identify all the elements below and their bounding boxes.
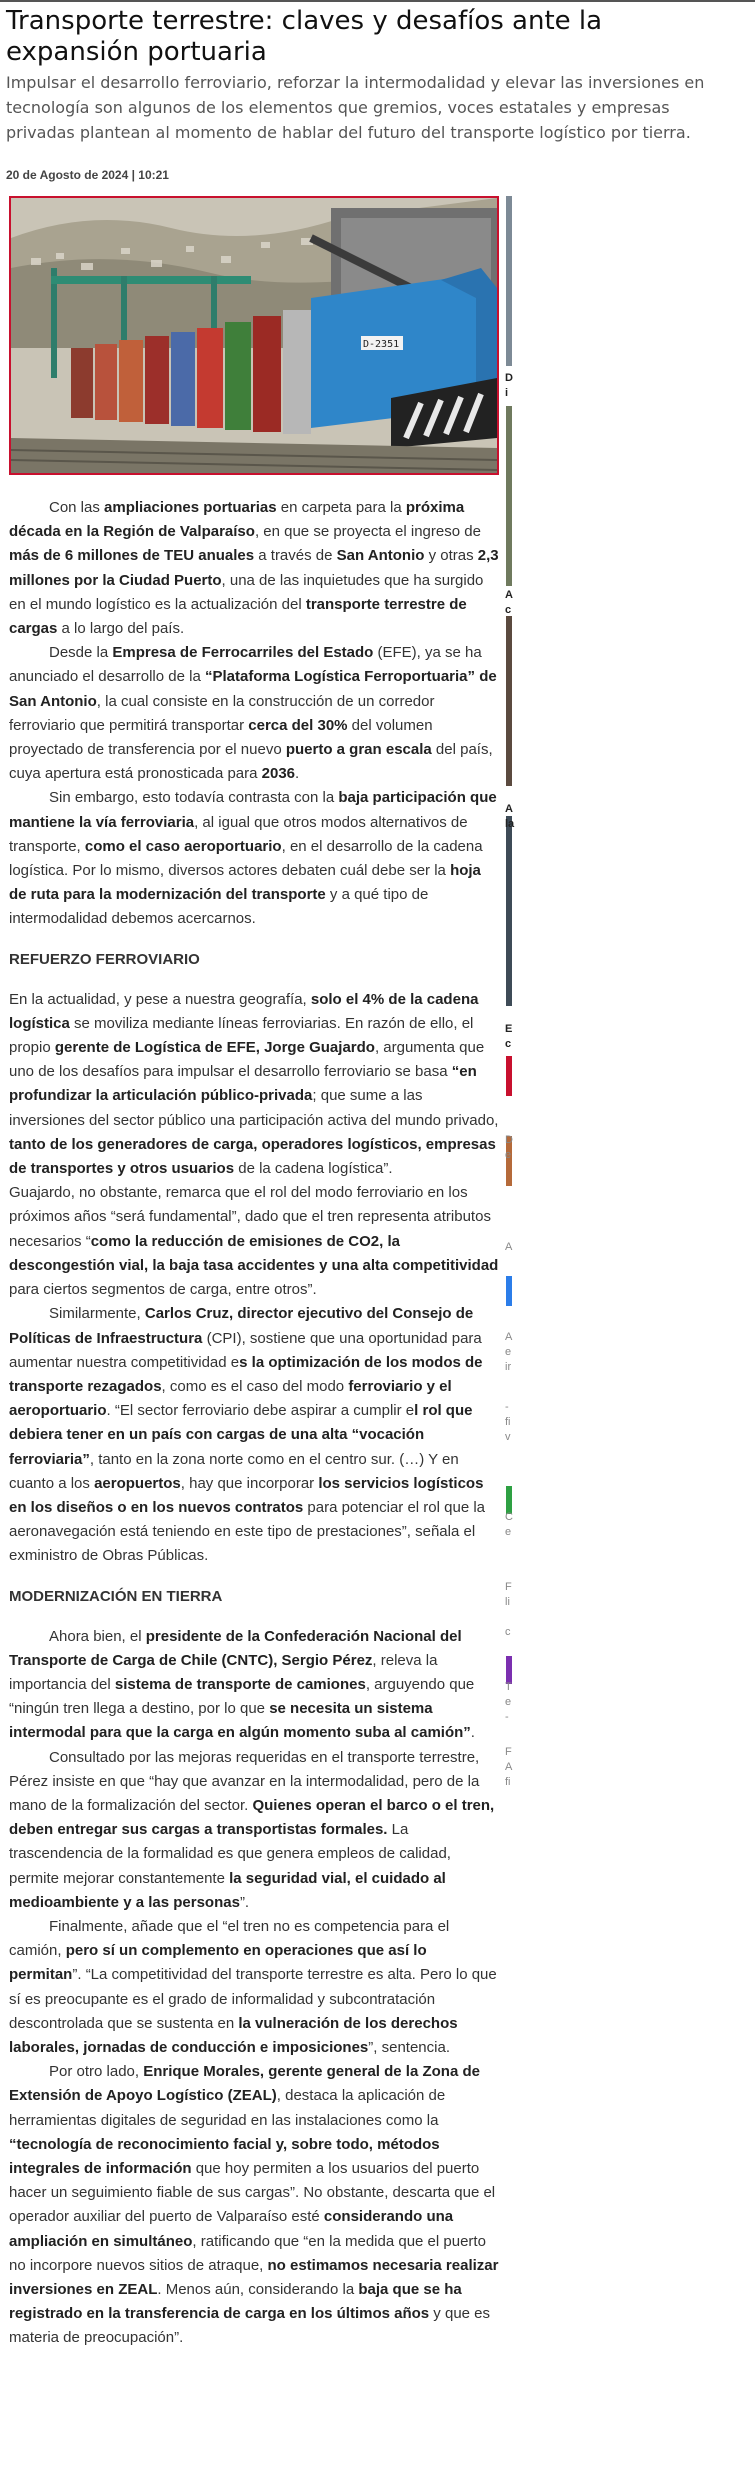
section-heading: REFUERZO FERROVIARIO <box>9 950 200 968</box>
paragraph: Guajardo, no obstante, remarca que el rol del modo ferroviario en los próximos años “será fundamental”, dado que el tren representa atributos necesarios “como la reducción de emisiones de CO2, la descongestión vial, la baja tasa accidentes y una alta competitividad para ciertos segmentos de carga, entre otros”. <box>9 1184 499 1299</box>
paragraph: Sin embargo, esto todavía contrasta con la baja participación que mantiene la vía ferroviaria, al igual que otros modos alternativos de transporte, como el caso aeroportuario, en el desarrollo de la cadena logística. Por lo mismo, diversos actores debaten cuál debe ser la hoja de ruta para la modernización del transporte y a qué tipo de intermodalidad debemos acercarnos. <box>9 789 497 928</box>
top-rule <box>0 0 755 2</box>
sidebar-fragment[interactable]: F <box>505 1581 512 1593</box>
loco-number: D-2351 <box>363 339 400 350</box>
article-date: 20 de Agosto de 2024 | 10:21 <box>6 168 169 182</box>
sidebar-fragment[interactable]: F <box>505 1746 512 1758</box>
sidebar-fragment[interactable]: D <box>505 372 513 384</box>
sidebar-fragment[interactable]: ir <box>505 1361 512 1373</box>
paragraph: Por otro lado, Enrique Morales, gerente general de la Zona de Extensión de Apoyo Logístico (ZEAL), destaca la aplicación de herramientas digitales de seguridad en las instalaciones como la “tecnología de reconocimiento facial y, sobre todo, métodos integrales de información que hoy permiten a los usuarios del puerto hacer un seguimiento fiable de sus cargas”. No obstante, descarta que el operador auxiliar del puerto de Valparaíso esté considerando una ampliación en simultáneo, ratificando que “en la medida que el puerto no incorpore nuevos sitios de atraque, no estimamos necesaria realizar inversiones en ZEAL. Menos aún, considerando la baja que se ha registrado en la transferencia de carga en los últimos años y que es materia de preocupación”. <box>9 2063 499 2347</box>
sidebar-fragment[interactable]: li <box>505 1596 510 1608</box>
sidebar-fragment[interactable]: C <box>505 1511 513 1523</box>
sidebar-fragment[interactable]: A <box>505 589 513 601</box>
sidebar-fragment[interactable]: c <box>505 604 512 616</box>
article-body <box>9 496 499 2351</box>
sidebar-fragment[interactable]: D <box>505 1134 513 1146</box>
sidebar-fragment[interactable]: A <box>505 1761 513 1773</box>
sidebar-fragment[interactable]: A <box>505 803 513 815</box>
sidebar-fragment[interactable]: e <box>505 1696 512 1708</box>
article-headline: Transporte terrestre: claves y desafíos ante la expansión portuaria <box>6 6 603 67</box>
paragraph: Similarmente, Carlos Cruz, director ejecutivo del Consejo de Políticas de Infraestructura (CPI), sostiene que una oportunidad para aumentar nuestra competitividad es la optimización de los modos de transporte rezagados, como es el caso del modo ferroviario y el aeroportuario. “El sector ferroviario debe aspirar a cumplir el rol que debiera tener en un país con cargas de una alta “vocación ferroviaria”, tanto en la zona norte como en el centro sur. (…) Y en cuanto a los aeropuertos, hay que incorporar los servicios logísticos en los diseños o en los nuevos contratos para potenciar el rol que la aeronavegación está teniendo en este tipo de prestaciones”, señala el exministro de Obras Públicas. <box>9 1305 486 1565</box>
sidebar-fragment[interactable]: fi <box>505 1776 511 1788</box>
sidebar-fragment[interactable]: T <box>505 1681 512 1693</box>
sidebar-fragment[interactable]: v <box>505 1431 511 1443</box>
paragraph: Con las ampliaciones portuarias en carpeta para la próxima década en la Región de Valparaíso, en que se proyecta el ingreso de más de 6 millones de TEU anuales a través de San Antonio y otras 2,3 millones por la Ciudad Puerto, una de las inquietudes que ha surgido en el mundo logístico es la actualización del transporte terrestre de cargas a lo largo del país. <box>9 499 499 638</box>
article-photo <box>9 196 499 475</box>
sidebar-fragment[interactable]: - <box>505 1401 509 1413</box>
paragraph: Consultado por las mejoras requeridas en el transporte terrestre, Pérez insiste en que “hay que avanzar en la intermodalidad, pero de la mano de la formalización del sector. Quienes operan el barco o el tren, deben entregar sus cargas a transportistas formales. La trascendencia de la formalidad es que genera empleos de calidad, permite mejorar constantemente la seguridad vial, el cuidado al medioambiente y a las personas”. <box>9 1748 495 1911</box>
sidebar-thumb[interactable] <box>506 196 512 366</box>
sidebar-fragment[interactable]: - <box>505 1711 509 1723</box>
sidebar-thumb[interactable] <box>505 816 515 1006</box>
article-lead: Impulsar el desarrollo ferroviario, reforzar la intermodalidad y elevar las inversiones en tecnología son algunos de los elementos que gremios, voces estatales y empresas privadas plantean al momento de hablar del futuro del transporte logístico por tierra. <box>6 73 705 142</box>
sidebar-fragment[interactable]: fi <box>505 1416 511 1428</box>
sidebar-fragment[interactable]: e <box>505 1526 512 1538</box>
paragraph: Ahora bien, el presidente de la Confederación Nacional del Transporte de Carga de Chile (CNTC), Sergio Pérez, releva la importancia del sistema de transporte de camiones, arguyendo que “ningún tren llega a destino, por lo que se necesita un sistema intermodal para que la carga en algún momento suba al camión”. <box>9 1627 475 1742</box>
section-heading: MODERNIZACIÓN EN TIERRA <box>9 1587 223 1605</box>
sidebar-thumb[interactable] <box>506 1056 512 1096</box>
sidebar-fragment[interactable]: c <box>505 1038 512 1050</box>
sidebar-thumb[interactable] <box>506 1276 512 1306</box>
sidebar-fragment[interactable]: i <box>505 387 509 399</box>
sidebar-fragment[interactable]: la <box>505 818 515 830</box>
paragraph: En la actualidad, y pese a nuestra geografía, solo el 4% de la cadena logística se moviliza mediante líneas ferroviarias. En razón de ello, el propio gerente de Logística de EFE, Jorge Guajardo, argumenta que uno de los desafíos para impulsar el desarrollo ferroviario se basa “en profundizar la articulación público-privada; que sume a las inversiones del sector público una participación activa del mundo privado, tanto de los generadores de carga, operadores logísticos, empresas de transportes y otros usuarios de la cadena logística”. <box>9 990 499 1178</box>
sidebar-fragment[interactable]: A <box>505 1331 513 1343</box>
sidebar-thumb[interactable] <box>506 406 512 586</box>
paragraph: Finalmente, añade que el “el tren no es competencia para el camión, pero sí un complemento en operaciones que así lo permitan”. “La competitividad del transporte terrestre es alta. Pero lo que sí es preocupante es el grado de informalidad y subcontratación descontrolada que se sustenta en la vulneración de los derechos laborales, jornadas de conducción e imposiciones”, sentencia. <box>9 1917 497 2056</box>
sidebar-thumb[interactable] <box>506 616 512 786</box>
sidebar-fragment[interactable]: E <box>505 1023 513 1035</box>
sidebar-fragment[interactable]: e <box>505 1346 512 1358</box>
sidebar-fragment[interactable]: c <box>505 1626 511 1638</box>
sidebar-fragment[interactable]: e <box>505 1149 512 1161</box>
sidebar-fragment[interactable]: A <box>505 1241 513 1253</box>
paragraph: Desde la Empresa de Ferrocarriles del Estado (EFE), ya se ha anunciado el desarrollo de la “Plataforma Logística Ferroportuaria” de San Antonio, la cual consiste en la construcción de un corredor ferroviario que permitirá transportar cerca del 30% del volumen proyectado de transferencia por el nuevo puerto a gran escala del país, cuya apertura está pronosticada para 2036. <box>9 644 497 783</box>
